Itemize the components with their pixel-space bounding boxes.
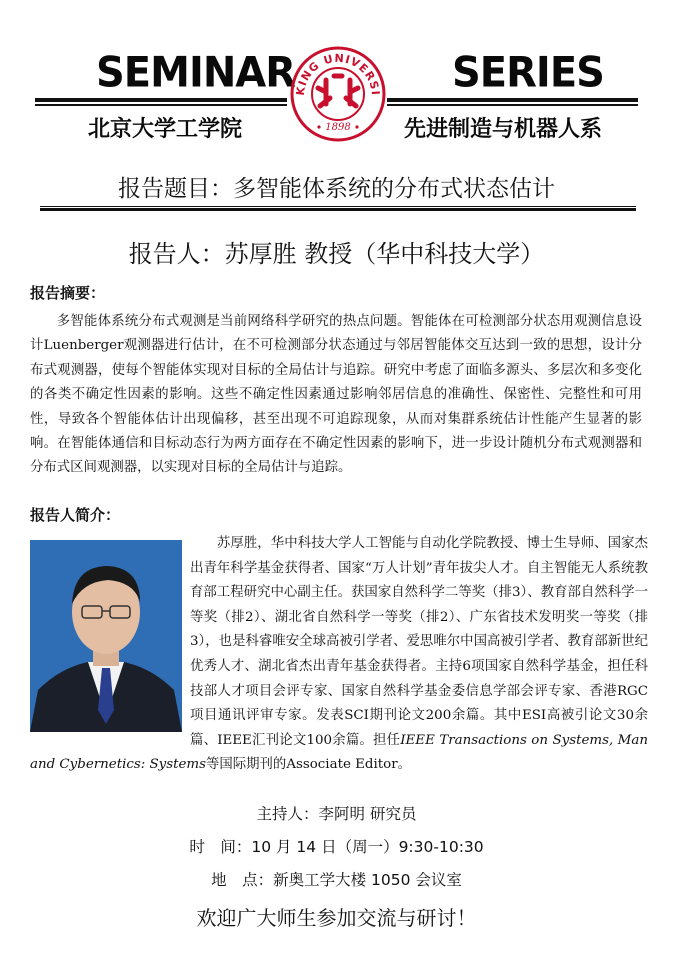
- closing-line: 欢迎广大师生参加交流与研讨！: [196, 906, 477, 930]
- topic-title: 报告题目：多智能体系统的分布式状态估计: [118, 176, 555, 202]
- banner-left-department: 北京大学工学院: [88, 117, 243, 142]
- place-line: 地 点：新奥工学大楼 1050 会议室: [211, 871, 462, 889]
- banner-right-department: 先进制造与机器人系: [404, 117, 603, 142]
- svg-text:1898: 1898: [325, 122, 351, 133]
- banner-rule-right-top: [387, 98, 638, 102]
- host-line: 主持人：李阿明 研究员: [256, 805, 417, 823]
- banner-rule-left-bottom: [35, 104, 287, 106]
- banner-left-word: SEMINAR: [96, 48, 296, 98]
- speaker-line: 报告人：苏厚胜 教授（华中科技大学）: [128, 240, 545, 268]
- bio-text: 苏厚胜，华中科技大学人工智能与自动化学院教授、博士生导师、国家杰出青年科学基金获得者、国家“万人计划”青年拔尖人才。自主智能无人系统教育部工程研究中心副主任。获国家自然科学二等奖（排3）、教育部自然科学一等奖（排2）、湖北省自然科学一等奖（排2）、广东省技术发明奖一等奖（排3），也是科睿唯安全球高被引学者、爱思唯尔中国高被引学者、教育部新世纪优秀人才、湖北省杰出青年基金获得者。主持6项国家自然科学基金，担任科技部人才项目会评专家、国家自然科学基金委信息学部会评专家、香港RGC项目通讯评审专家。发表SCI期刊论文200余篇。其中ESI高被引论文30余篇、IEEE汇刊论文100余篇。担任IEEE Transactions on Systems, Man and Cybernetics: Systems等国际期刊的Associate Editor。: [30, 536, 648, 773]
- banner-rule-left-top: [35, 98, 287, 102]
- journal-name: IEEE Transactions on Systems, Man and Cybernetics: Systems: [30, 732, 648, 773]
- bio-heading: 报告人简介：: [30, 506, 121, 524]
- time-line: 时 间：10 月 14 日（周一）9:30-10:30: [189, 838, 484, 856]
- banner-rule-right-bottom: [387, 104, 638, 106]
- banner-right-word: SERIES: [452, 48, 604, 98]
- abstract-text: 多智能体系统分布式观测是当前网络科学研究的热点问题。智能体在可检测部分状态用观测信息设计Luenberger观测器进行估计，在不可检测部分状态通过与邻居智能体交互达到一致的思想，设计分布式观测器，使每个智能体实现对目标的全局估计与追踪。研究中考虑了面临多源头、多层次和多变化的各类不确定性因素的影响。这些不确定性因素通过影响邻居信息的准确性、保密性、完整性和可用性，导致各个智能体估计出现偏移，甚至出现不可追踪现象，从而对集群系统估计性能产生显著的影响。在智能体通信和目标动态行为两方面存在不确定性因素的影响下，进一步设计随机分布式观测器和分布式区间观测器，以实现对目标的全局估计与追踪。: [30, 314, 642, 476]
- abstract-heading: 报告摘要：: [30, 284, 106, 302]
- svg-text:PEKING UNIVERSITY: KING UNIVERSI: [293, 51, 383, 97]
- peking-university-logo: [290, 46, 386, 142]
- topic-rule-bottom: [40, 208, 636, 211]
- topic-rule-top: [40, 206, 636, 207]
